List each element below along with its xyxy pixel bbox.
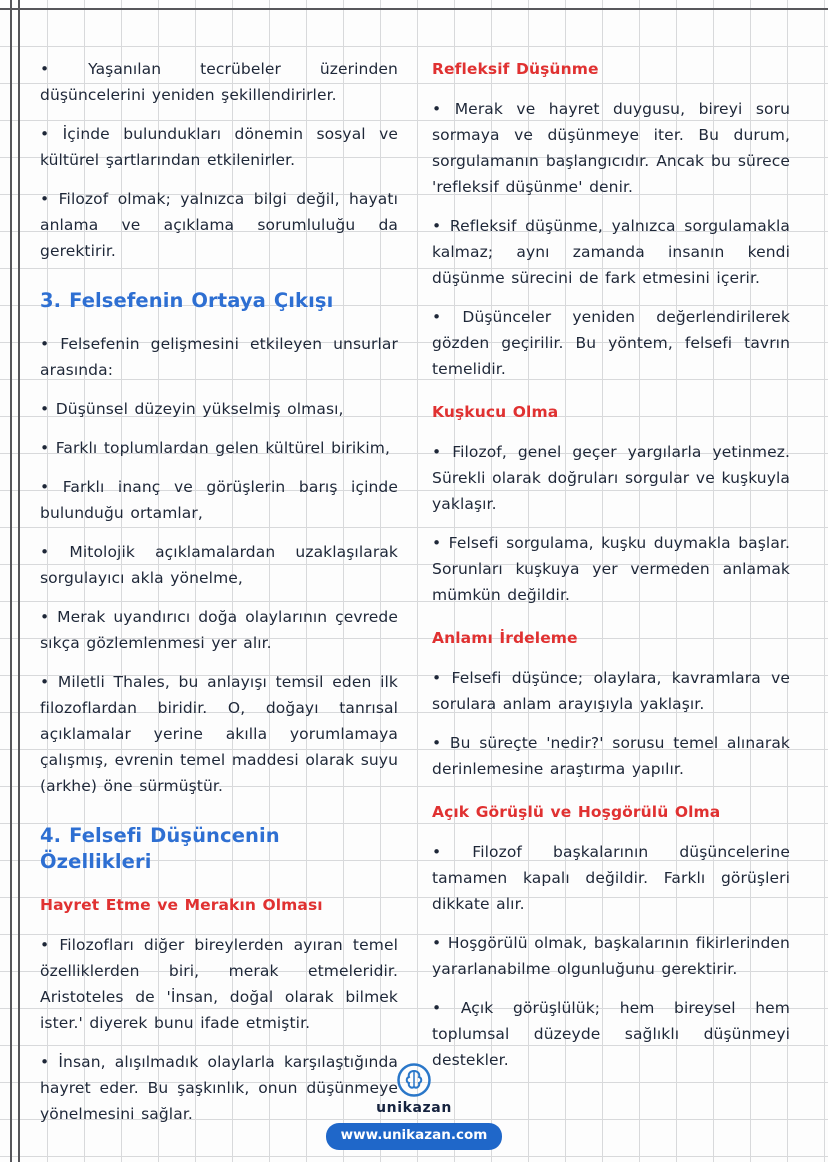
note-paragraph: • Bu süreçte 'nedir?' sorusu temel alınarak derinlemesine araştırma yapılır. xyxy=(432,734,790,778)
subsection-title: Anlamı İrdeleme xyxy=(432,629,578,647)
subsection-title: Refleksif Düşünme xyxy=(432,60,599,78)
website-link[interactable]: www.unikazan.com xyxy=(326,1123,503,1150)
note-paragraph: • Filozof başkalarının düşüncelerine tamamen kapalı değildir. Farklı görüşleri dikkate alır. xyxy=(432,843,790,913)
notes-content xyxy=(40,56,790,1140)
note-paragraph: • Yaşanılan tecrübeler üzerinden düşüncelerini yeniden şekillendirirler. xyxy=(40,60,398,104)
note-paragraph: • Filozof olmak; yalnızca bilgi değil, hayatı anlama ve açıklama sorumluluğu da gerektirir. xyxy=(40,190,398,260)
note-paragraph: • Filozof, genel geçer yargılarla yetinmez. Sürekli olarak doğruları sorgular ve kuşkuyla yaklaşır. xyxy=(432,443,790,513)
left-margin-rule-inner xyxy=(18,0,20,1162)
column-right xyxy=(432,56,790,1140)
note-paragraph: • Mitolojik açıklamalardan uzaklaşılarak sorgulayıcı akla yönelme, xyxy=(40,543,398,587)
section-title: 4. Felsefi Düşüncenin Özellikleri xyxy=(40,824,280,873)
subsection-title: Açık Görüşlü ve Hoşgörülü Olma xyxy=(432,803,721,821)
column-left xyxy=(40,56,398,1140)
subsection-title: Kuşkucu Olma xyxy=(432,403,559,421)
note-paragraph: • İnsan, alışılmadık olaylarla karşılaştığında hayret eder. Bu şaşkınlık, onun düşünmeye yönelmesini sağlar. xyxy=(40,1053,398,1123)
brand-name: unikazan xyxy=(376,1100,452,1116)
unikazan-logo-icon xyxy=(396,1062,432,1098)
note-paragraph: • Merak ve hayret duygusu, bireyi soru sormaya ve düşünmeye iter. Bu durum, sorgulamanın başlangıcıdır. Ancak bu sürece 'refleksif düşünme' denir. xyxy=(432,100,790,196)
note-paragraph: • Düşünsel düzeyin yükselmiş olması, xyxy=(40,400,344,418)
note-paragraph: • Felsefenin gelişmesini etkileyen unsurlar arasında: xyxy=(40,335,398,379)
note-paragraph: • Refleksif düşünme, yalnızca sorgulamakla kalmaz; aynı zamanda insanın kendi düşünme sürecini de fark etmesini içerir. xyxy=(432,217,790,287)
note-paragraph: • Düşünceler yeniden değerlendirilerek gözden geçirilir. Bu yöntem, felsefi tavrın temelidir. xyxy=(432,308,790,378)
note-paragraph: • Hoşgörülü olmak, başkalarının fikirlerinden yararlanabilme olgunluğunu gerektirir. xyxy=(432,934,790,978)
note-paragraph: • Felsefi sorgulama, kuşku duymakla başlar. Sorunları kuşkuya yer vermeden anlamak mümkün değildir. xyxy=(432,534,790,604)
note-paragraph: • Filozofları diğer bireylerden ayıran temel özelliklerden biri, merak etmeleridir. Aristoteles de 'İnsan, doğal olarak bilmek ister.' diyerek bunu ifade etmiştir. xyxy=(40,936,398,1032)
subsection-title: Hayret Etme ve Merakın Olması xyxy=(40,896,323,914)
note-paragraph: • Farklı toplumlardan gelen kültürel birikim, xyxy=(40,439,391,457)
note-paragraph: • İçinde bulundukları dönemin sosyal ve kültürel şartlarından etkilenirler. xyxy=(40,125,398,169)
note-paragraph: • Farklı inanç ve görüşlerin barış içinde bulunduğu ortamlar, xyxy=(40,478,398,522)
footer xyxy=(0,1062,828,1150)
note-paragraph: • Felsefi düşünce; olaylara, kavramlara ve sorulara anlam arayışıyla yaklaşır. xyxy=(432,669,790,713)
note-paragraph: • Miletli Thales, bu anlayışı temsil eden ilk filozoflardan biridir. O, doğayı tanrısal açıklamalar yerine akılla yorumlamaya çalışmış, evrenin temel maddesi olarak suyu (arkhe) öne sürmüştür. xyxy=(40,673,398,795)
section-title: 3. Felsefenin Ortaya Çıkışı xyxy=(40,289,334,312)
note-paragraph: • Merak uyandırıcı doğa olaylarının çevrede sıkça gözlemlenmesi yer alır. xyxy=(40,608,398,652)
note-paragraph: • Açık görüşlülük; hem bireysel hem toplumsal düzeyde sağlıklı düşünmeyi destekler. xyxy=(432,999,790,1069)
top-margin-rule xyxy=(0,8,828,10)
left-margin-rule-outer xyxy=(10,0,12,1162)
